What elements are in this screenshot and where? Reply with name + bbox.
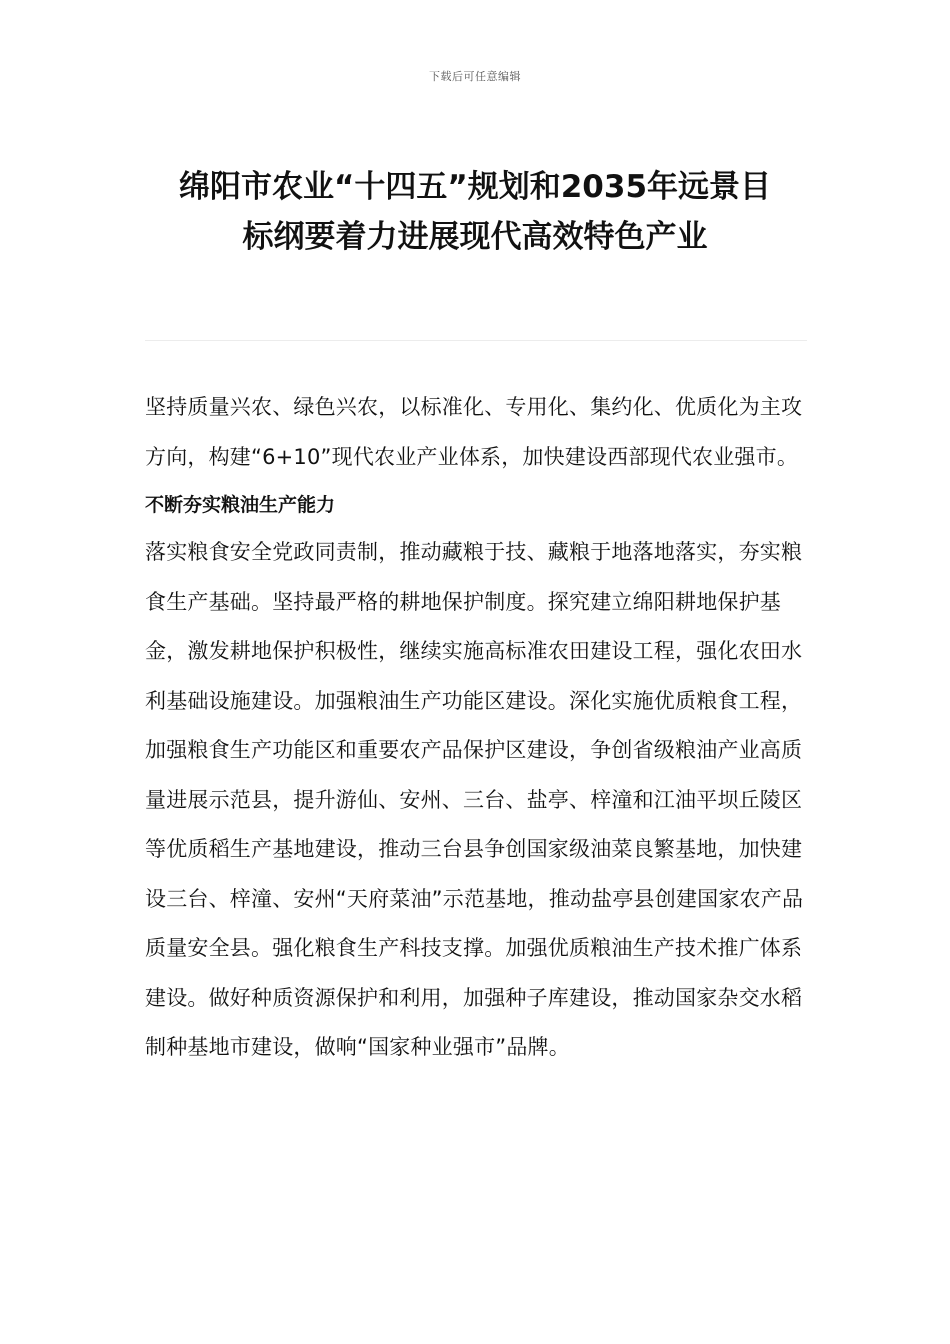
article-body: [145, 383, 810, 1073]
title-divider: [145, 340, 807, 341]
title-line-2: 标纲要着力进展现代高效特色产业: [242, 219, 708, 255]
section-heading: 不断夯实粮油生产能力: [145, 494, 336, 516]
title-line-1: 绵阳市农业“十四五”规划和2035年远景目: [178, 169, 772, 205]
section-paragraph: 落实粮食安全党政同责制，推动藏粮于技、藏粮于地落地落实，夯实粮食生产基础。坚持最严格的耕地保护制度。探究建立绵阳耕地保护基金，激发耕地保护积极性，继续实施高标准农田建设工程，强化农田水利基础设施建设。加强粮油生产功能区建设。深化实施优质粮食工程，加强粮食生产功能区和重要农产品保护区建设，争创省级粮油产业高质量进展示范县，提升游仙、安州、三台、盐亭、梓潼和江油平坝丘陵区等优质稻生产基地建设，推动三台县争创国家级油菜良繁基地，加快建设三台、梓潼、安州“天府菜油”示范基地，推动盐亭县创建国家农产品质量安全县。强化粮食生产科技支撑。加强优质粮油生产技术推广体系建设。做好种质资源保护和利用，加强种子库建设，推动国家杂交水稻制种基地市建设，做响“国家种业强市”品牌。: [145, 540, 804, 1059]
header-note: 下载后可任意编辑: [429, 70, 521, 83]
page-title: [120, 162, 830, 262]
intro-paragraph: 坚持质量兴农、绿色兴农，以标准化、专用化、集约化、优质化为主攻方向，构建“6+10”现代农业产业体系，加快建设西部现代农业强市。: [145, 395, 803, 469]
